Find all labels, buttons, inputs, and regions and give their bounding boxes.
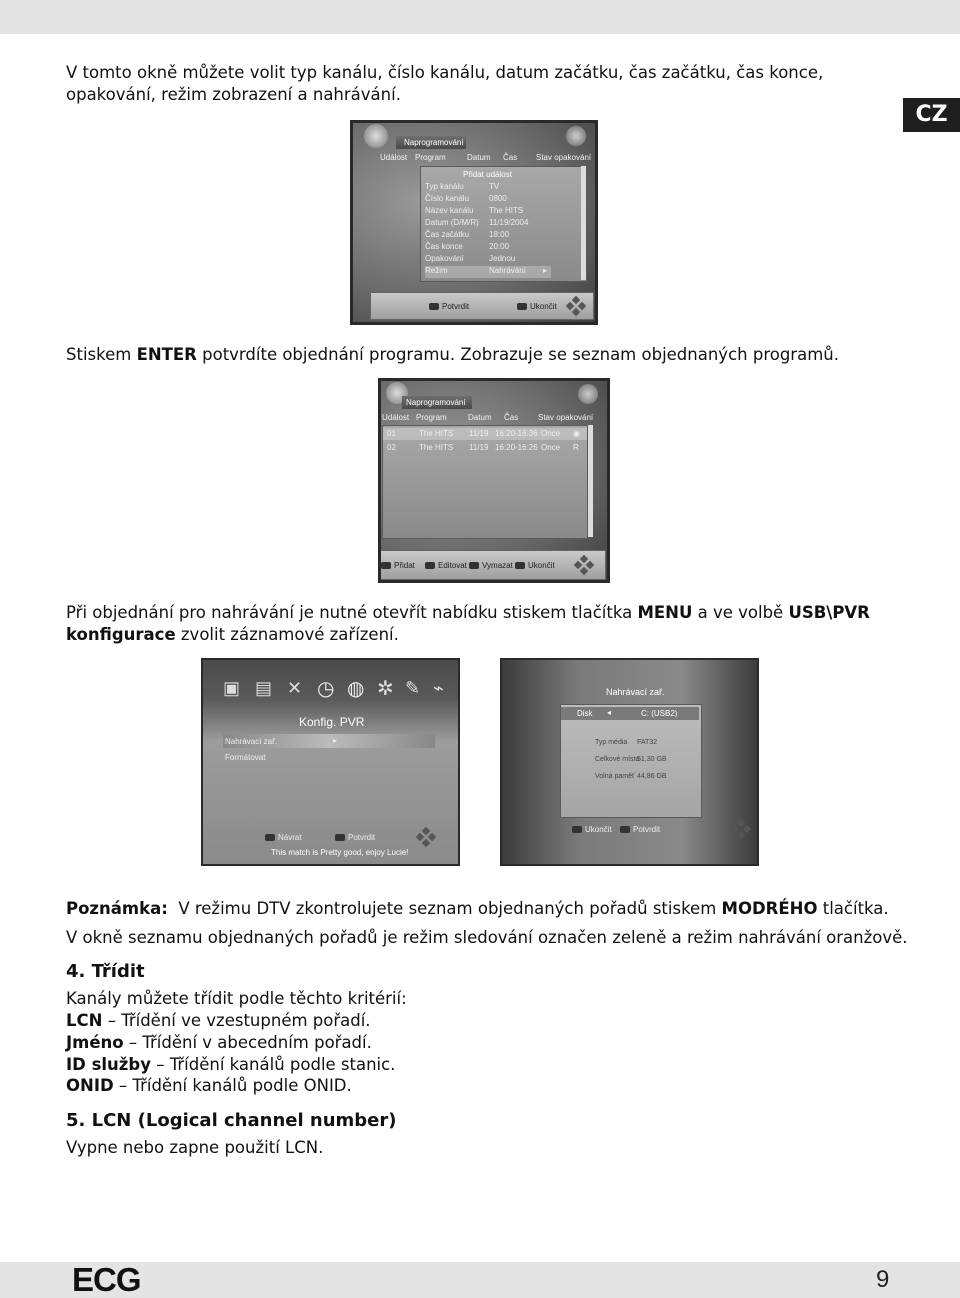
screen-title: Nahrávací zař. xyxy=(606,687,665,697)
record-icon: ◉ xyxy=(573,429,580,438)
confirm-button[interactable]: Potvrdit xyxy=(620,825,660,834)
section-title-lcn: 5. LCN (Logical channel number) xyxy=(66,1110,397,1131)
exit-button[interactable]: Ukončit xyxy=(572,825,612,834)
col-repeat: Stav opakování xyxy=(536,153,592,162)
brand-logo: ECG xyxy=(72,1261,141,1298)
menu-item-format[interactable]: Formátovat xyxy=(225,753,266,762)
list-item: LCN – Třídění ve vzestupném pořadí. xyxy=(66,1011,371,1030)
schedule-list-screenshot xyxy=(378,378,610,583)
list-item: ONID – Třídění kanálů podle ONID. xyxy=(66,1076,352,1095)
field-end-time[interactable]: Čas konce 20:00 xyxy=(425,242,510,251)
list-item: ID služby – Třídění kanálů podle stanic. xyxy=(66,1055,396,1074)
note-paragraph: Poznámka: V režimu DTV zkontrolujete seznam objednaných pořadů stiskem MODRÉHO tlačítka. xyxy=(66,899,889,918)
satellite-icon: ✕ xyxy=(287,678,303,698)
col-event: Událost xyxy=(382,413,410,422)
col-program: Program xyxy=(416,413,447,422)
globe-icon: ◍ xyxy=(347,678,365,700)
col-repeat: Stav opakování xyxy=(538,413,594,422)
back-button[interactable]: Návrat xyxy=(265,833,302,842)
list-item[interactable]: 02 The HITS 11/19 16:20-16:26 Once R xyxy=(387,443,579,452)
tv-icon: ▣ xyxy=(223,678,241,698)
list-item: Jméno – Třídění v abecedním pořadí. xyxy=(66,1033,372,1052)
dialog-title: Přidat událost xyxy=(463,170,512,179)
col-date: Datum xyxy=(468,413,492,422)
record-icon: R xyxy=(573,443,579,452)
picture-icon: ▤ xyxy=(255,678,273,698)
recording-device-screenshot xyxy=(500,658,759,866)
section-title-sort: 4. Třídit xyxy=(66,961,145,982)
enter-paragraph: Stiskem ENTER potvrdíte objednání programu. Zobrazuje se seznam objednaných programů. xyxy=(66,345,839,364)
col-date: Datum xyxy=(467,153,491,162)
field-mode[interactable]: Režim Nahrávání ▸ xyxy=(425,266,551,278)
field-date[interactable]: Datum (D/M/R) 11/19/2004 xyxy=(425,218,529,227)
info-row: Celkové místo 51,30 GB xyxy=(595,756,667,763)
list-item[interactable]: 01 The HITS 11/19 16:20-16:36 Once ◉ xyxy=(383,428,587,440)
note-paragraph-2: V okně seznamu objednaných pořadů je režim sledování označen zeleně a režim nahrávání oranžově. xyxy=(66,928,908,947)
screen-title: Naprogramování xyxy=(404,138,464,147)
top-band xyxy=(0,0,960,34)
chevron-right-icon: ▸ xyxy=(333,736,338,745)
schedule-add-event-screenshot xyxy=(350,120,598,325)
info-row: Volná paměť 44,86 GB xyxy=(595,773,667,780)
chevron-right-icon: ▸ xyxy=(543,266,548,275)
sort-intro: Kanály můžete třídit podle těchto kritérií: xyxy=(66,989,407,1008)
field-repeat[interactable]: Opakování Jednou xyxy=(425,254,516,263)
edit-button[interactable]: Editovat xyxy=(425,561,467,570)
add-button[interactable]: Přidat xyxy=(381,561,415,570)
language-badge: CZ xyxy=(903,98,960,132)
lcn-description: Vypne nebo zapne použití LCN. xyxy=(66,1138,324,1157)
intro-paragraph: V tomto okně můžete volit typ kanálu, číslo kanálu, datum začátku, čas začátku, čas konce, opakování, režim zobrazení a nahrávání. xyxy=(66,63,824,104)
disk-selector[interactable]: Disk ◂ C: (USB2) xyxy=(561,707,699,720)
page-number: 9 xyxy=(876,1266,890,1293)
col-time: Čas xyxy=(504,413,519,422)
footer-band xyxy=(0,1262,960,1298)
tools-icon: ✎ xyxy=(405,678,421,698)
field-channel-name[interactable]: Název kanálu The HITS xyxy=(425,206,524,215)
usb-icon: ⌁ xyxy=(433,678,444,698)
col-event: Událost xyxy=(380,153,408,162)
confirm-button[interactable]: Potvrdit xyxy=(335,833,375,842)
col-program: Program xyxy=(415,153,446,162)
field-channel-number[interactable]: Číslo kanálu 0800 xyxy=(425,194,507,203)
info-row: Typ média FAT32 xyxy=(595,739,658,746)
exit-button[interactable]: Ukončit xyxy=(515,561,555,570)
chevron-left-icon: ◂ xyxy=(607,708,612,717)
recording-paragraph: Při objednání pro nahrávání je nutné otevřít nabídku stiskem tlačítka MENU a ve volbě USB\PVR konfigurace zvolit záznamové zařízení. xyxy=(66,603,870,644)
exit-button[interactable]: Ukončit xyxy=(517,302,557,311)
delete-button[interactable]: Vymazat xyxy=(469,561,513,570)
screen-title: Naprogramování xyxy=(406,398,466,407)
screen-title: Konfig. PVR xyxy=(299,715,365,729)
clock-icon: ◷ xyxy=(317,678,335,700)
menu-item-recording-device[interactable]: Nahrávací zař. ▸ xyxy=(223,734,435,748)
confirm-button[interactable]: Potvrdit xyxy=(429,302,469,311)
field-channel-type[interactable]: Typ kanálu TV xyxy=(425,182,500,191)
col-time: Čas xyxy=(503,153,518,162)
gear-icon: ✲ xyxy=(377,678,394,700)
field-start-time[interactable]: Čas začátku 18:00 xyxy=(425,230,510,239)
ticker-text: This match is Pretty good, enjoy Lucie! xyxy=(271,848,409,857)
pvr-config-screenshot xyxy=(201,658,460,866)
